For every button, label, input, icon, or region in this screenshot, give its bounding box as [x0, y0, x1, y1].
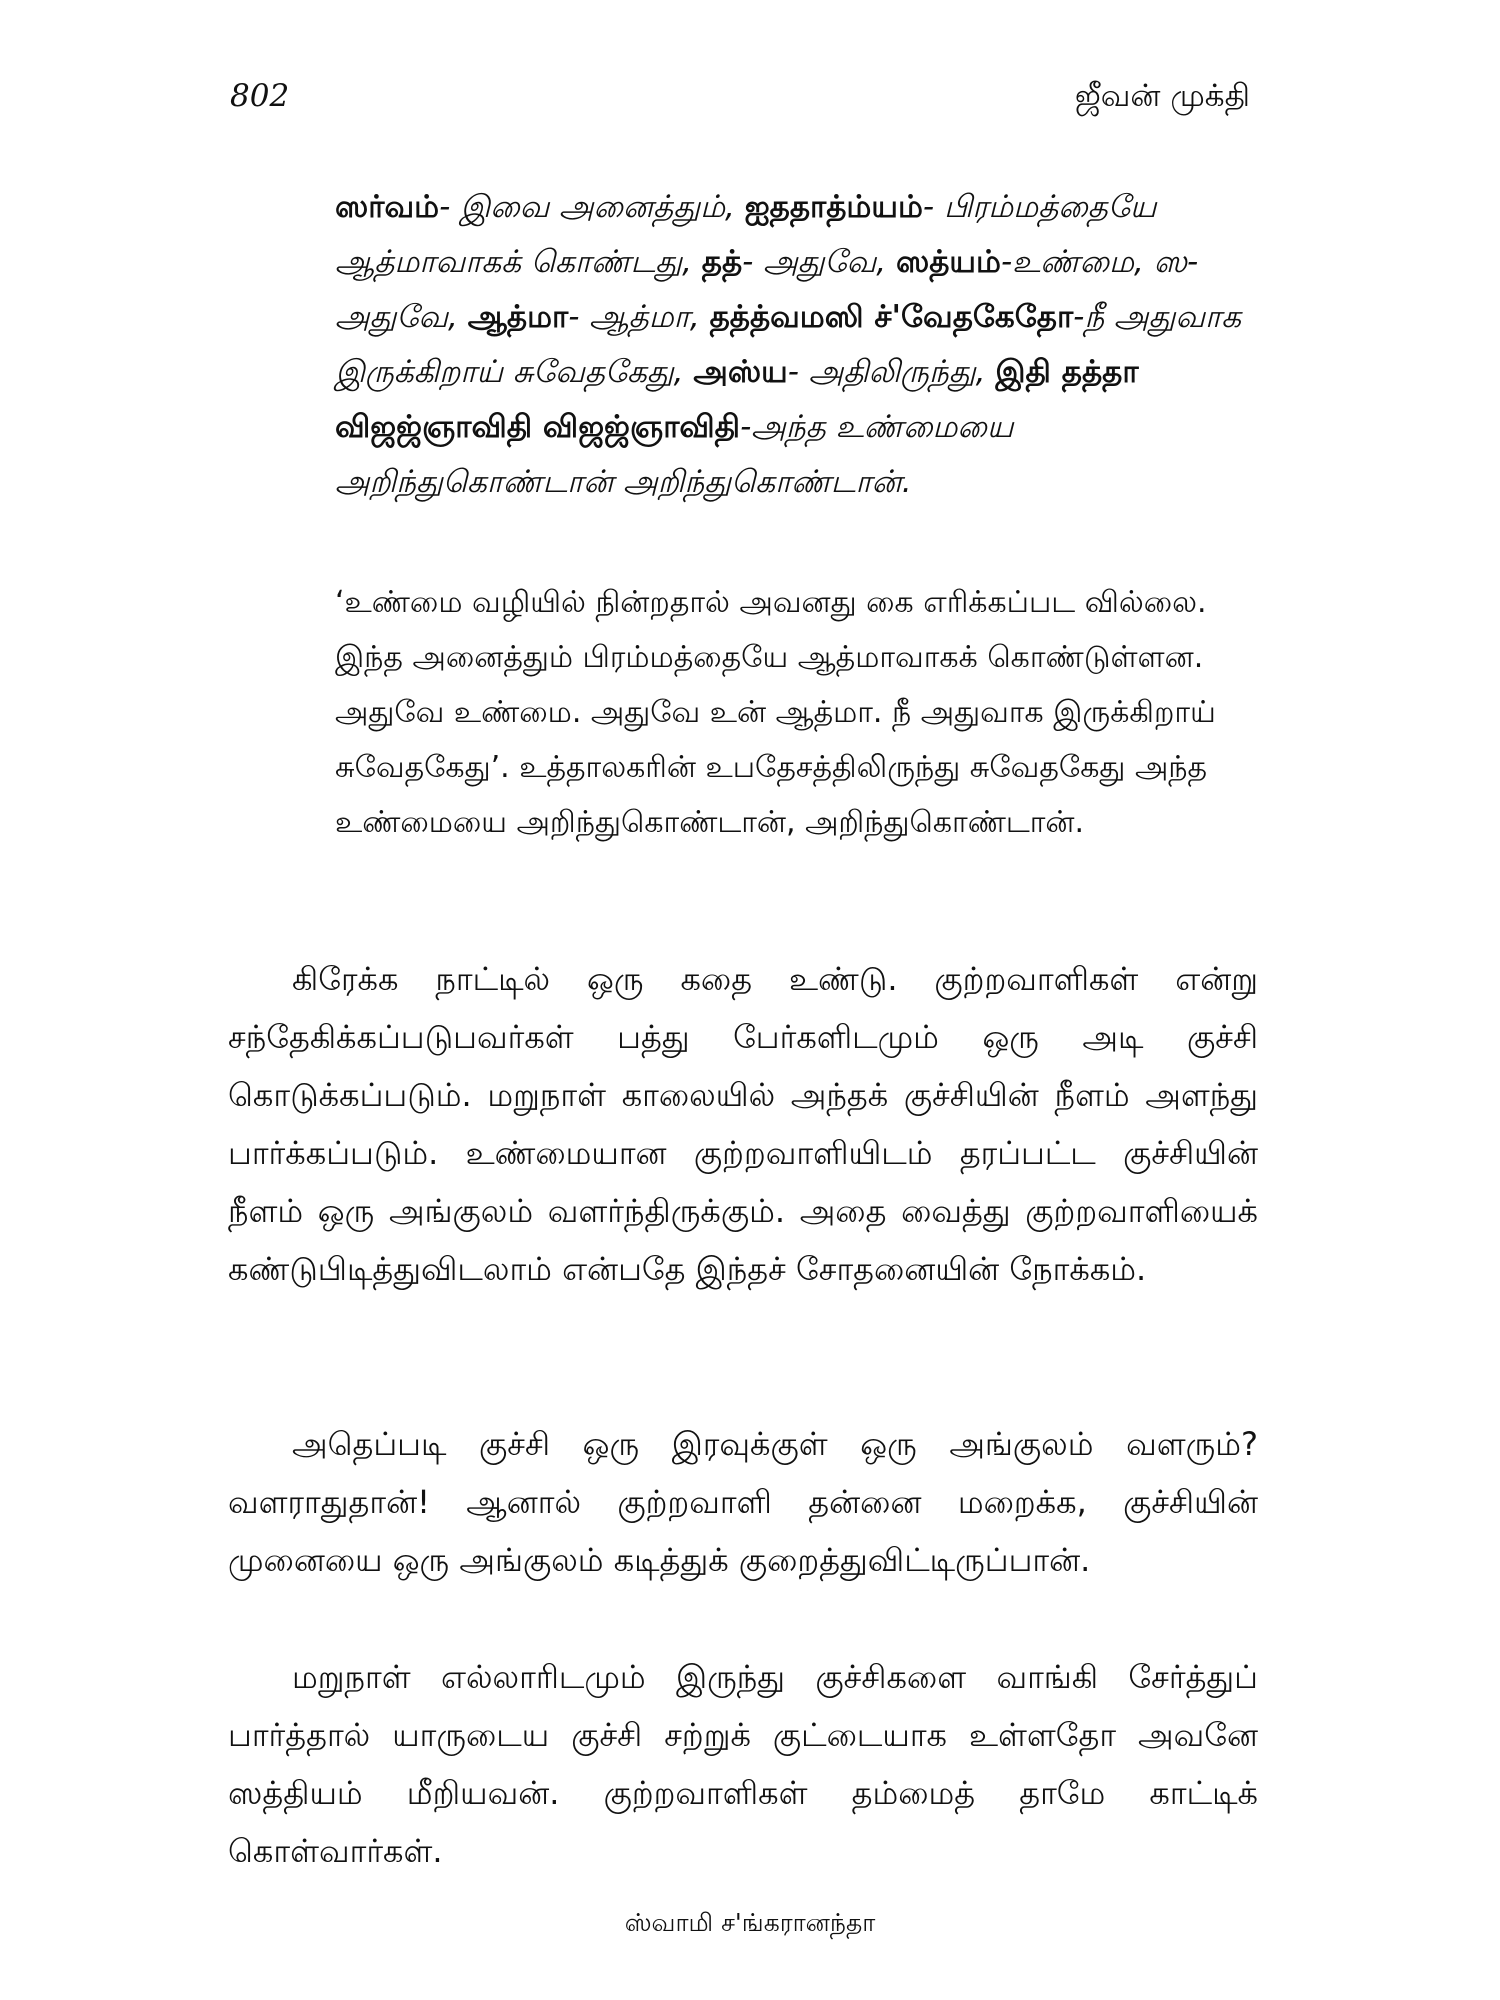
- gloss-meaning: -உண்மை, ஸ-அதுவே,: [335, 244, 1199, 335]
- gloss-meaning: - பிரம்மத்தையே ஆத்மாவாகக் கொண்டது,: [335, 189, 1157, 280]
- gloss-meaning: - அதிலிருந்து,: [787, 354, 996, 390]
- gloss-term: ஸர்வம்: [335, 189, 440, 225]
- gloss-meaning: - அதுவே,: [742, 244, 896, 280]
- gloss-meaning: -நீ அதுவாக இருக்கிறாய் சுவேதகேது,: [335, 299, 1242, 390]
- body-paragraph: அதெப்படி குச்சி ஒரு இரவுக்குள் ஒரு அங்குலம் வளரும்? வளராதுதான்! ஆனால் குற்றவாளி தன்னை மறைக்க, குச்சியின் முனையை ஒரு அங்குலம் கடித்துக் குறைத்துவிட்டிருப்பான்.: [228, 1425, 1258, 1579]
- gloss-term: அஸ்ய: [693, 354, 788, 390]
- gloss-term: தத்த்வமஸி ச்'வேதகேதோ: [709, 299, 1074, 335]
- footer-author: ஸ்வாமி ச'ங்கரானந்தா: [624, 1908, 876, 1937]
- body-paragraph: கிரேக்க நாட்டில் ஒரு கதை உண்டு. குற்றவாளிகள் என்று சந்தேகிக்கப்படுபவர்கள் பத்து பேர்களிடமும் ஒரு அடி குச்சி கொடுக்கப்படும். மறுநாள் காலையில் அந்தக் குச்சியின் நீளம் அளந்து பார்க்கப்படும். உண்மையான குற்றவாளியிடம் தரப்பட்ட குச்சியின் நீளம் ஒரு அங்குலம் வளர்ந்திருக்கும். அதை வைத்து குற்றவாளியைக் கண்டுபிடித்துவிடலாம் என்பதே இந்தச் சோதனையின் நோக்கம்.: [228, 960, 1258, 1288]
- gloss-meaning: - இவை அனைத்தும்,: [439, 189, 745, 225]
- running-title: ஜீவன் முக்தி: [1074, 78, 1250, 114]
- gloss-meaning: -அந்த உண்மையை அறிந்துகொண்டான் அறிந்துகொண்டான்.: [335, 409, 1014, 500]
- gloss-term: ஐததாத்ம்யம்: [744, 189, 923, 225]
- body-paragraph: மறுநாள் எல்லாரிடமும் இருந்து குச்சிகளை வாங்கி சேர்த்துப் பார்த்தால் யாருடைய குச்சி சற்றுக் குட்டையாக உள்ளதோ அவனே ஸத்தியம் மீறியவன். குற்றவாளிகள் தம்மைத் தாமே காட்டிக் கொள்வார்கள்.: [228, 1658, 1258, 1870]
- gloss-term: ஸத்யம்: [895, 244, 1001, 280]
- page-number: 802: [230, 78, 290, 114]
- word-gloss: [335, 180, 1255, 510]
- gloss-term: ஆத்மா: [467, 299, 569, 335]
- verse-translation: ‘உண்மை வழியில் நின்றதால் அவனது கை எரிக்கப்பட வில்லை. இந்த அனைத்தும் பிரம்மத்தையே ஆத்மாவாகக் கொண்டுள்ளன. அதுவே உண்மை. அதுவே உன் ஆத்மா. நீ அதுவாக இருக்கிறாய் சுவேதகேது’. உத்தாலகரின் உபதேசத்திலிருந்து சுவேதகேது அந்த உண்மையை அறிந்துகொண்டான், அறிந்துகொண்டான்.: [335, 585, 1216, 840]
- gloss-term: இதி தத்தா விஜஜ்ஞாவிதி விஜஜ்ஞாவிதி: [335, 354, 1139, 445]
- gloss-meaning: - ஆத்மா,: [568, 299, 710, 335]
- gloss-term: தத்: [701, 244, 743, 280]
